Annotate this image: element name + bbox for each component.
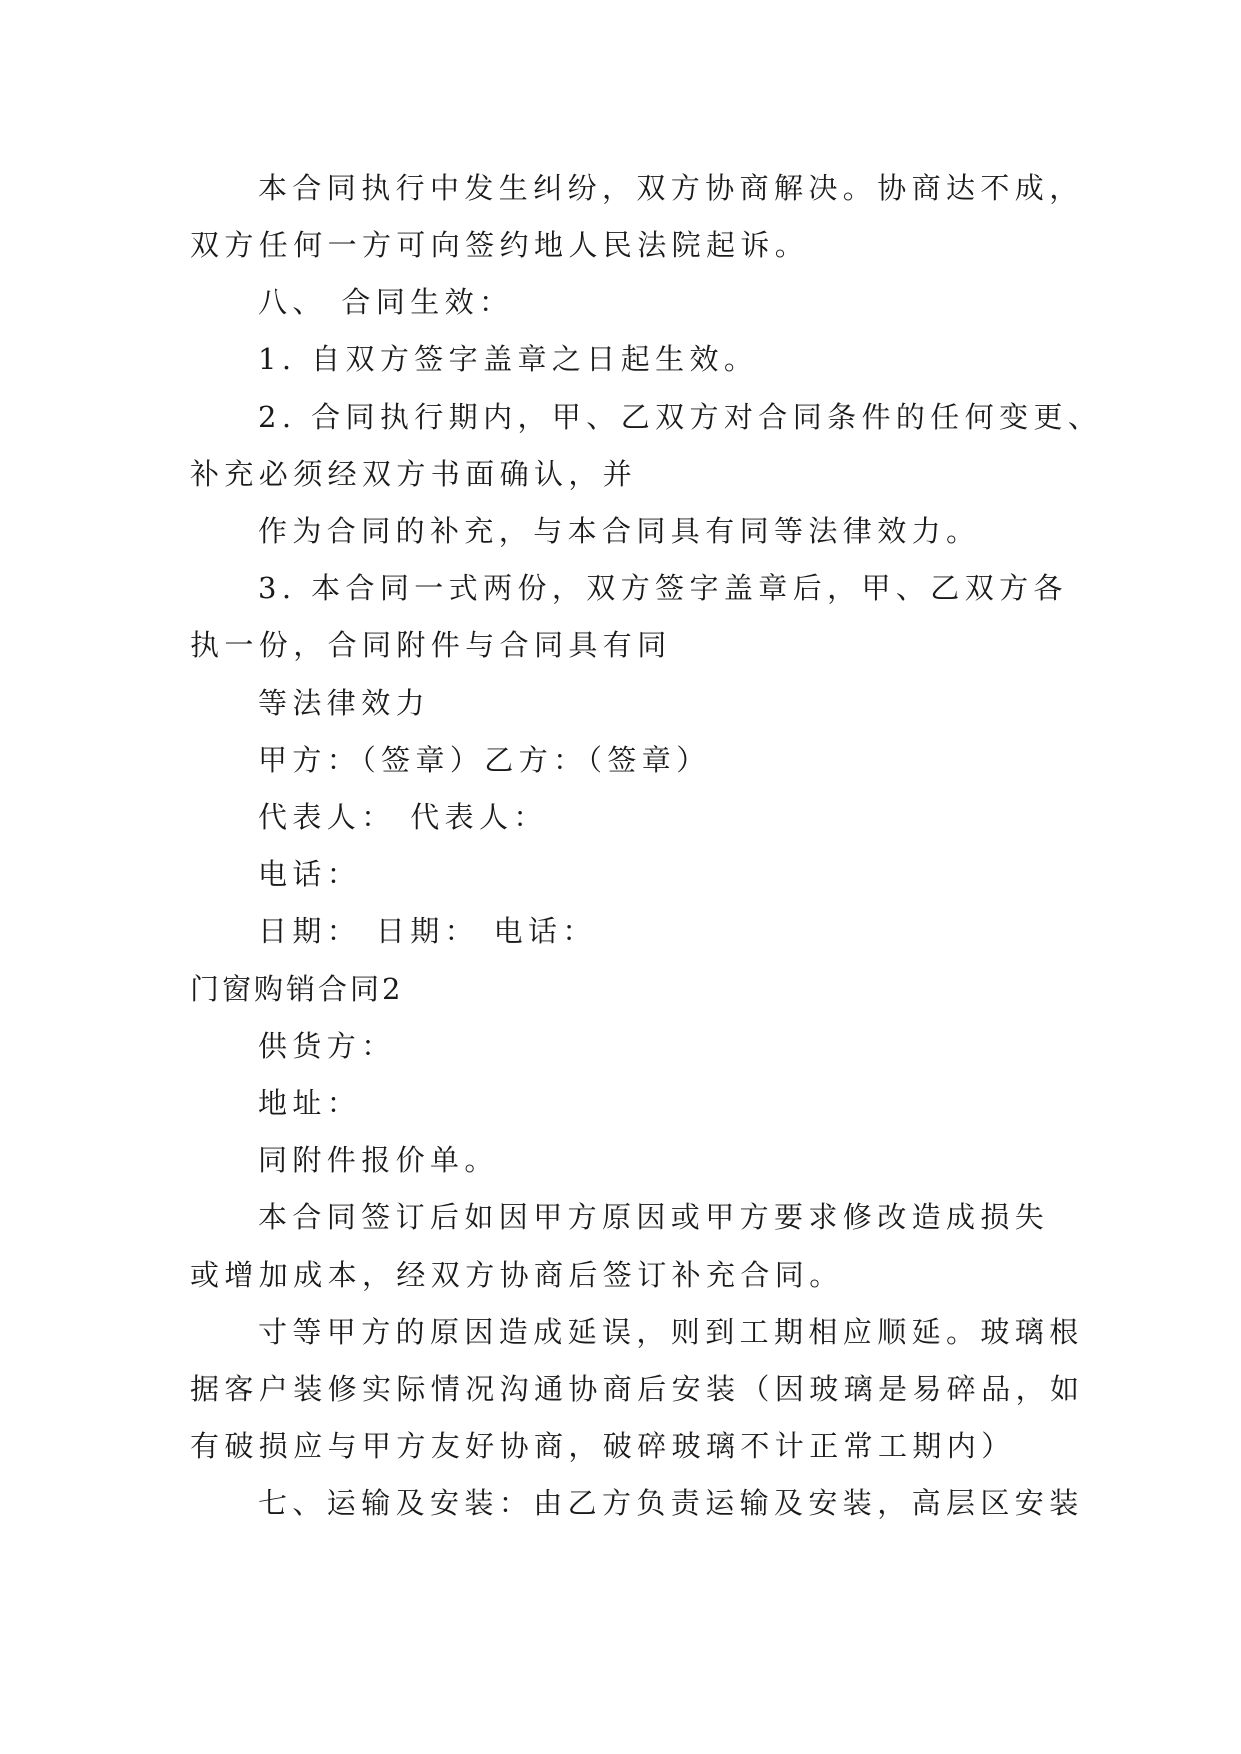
- date-line: 日期： 日期： 电话：: [258, 914, 597, 948]
- address-line: 地址：: [258, 1086, 362, 1120]
- paragraph-line: 寸等甲方的原因造成延误，则到工期相应顺延。玻璃根: [258, 1315, 1084, 1349]
- paragraph-line: 作为合同的补充，与本合同具有同等法律效力。: [258, 514, 981, 548]
- paragraph-line: 执一份，合同附件与合同具有同: [190, 628, 672, 662]
- paragraph-line: 补充必须经双方书面确认，并: [190, 457, 638, 491]
- section-heading: 七、运输及安装：由乙方负责运输及安装，高层区安装: [258, 1486, 1084, 1520]
- section-heading: 八、 合同生效：: [258, 285, 514, 319]
- signature-line: 甲方：（签章）乙方：（签章）: [258, 743, 711, 777]
- paragraph-line: 有破损应与甲方友好协商，破碎玻璃不计正常工期内）: [190, 1429, 1016, 1463]
- paragraph-line: 同附件报价单。: [258, 1143, 499, 1177]
- paragraph-line: 等法律效力: [258, 686, 431, 720]
- paragraph-line: 本合同签订后如因甲方原因或甲方要求修改造成损失: [258, 1200, 1050, 1234]
- representative-line: 代表人： 代表人：: [258, 800, 548, 834]
- supplier-line: 供货方：: [258, 1029, 396, 1063]
- paragraph-line: 本合同执行中发生纠纷，双方协商解决。协商达不成，: [258, 171, 1084, 205]
- phone-line: 电话：: [258, 857, 362, 891]
- contract-title: 门窗购销合同2: [190, 972, 404, 1006]
- paragraph-line: 或增加成本，经双方协商后签订补充合同。: [190, 1258, 844, 1292]
- paragraph-line: 双方任何一方可向签约地人民法院起诉。: [190, 228, 810, 262]
- list-item: 1. 自双方签字盖章之日起生效。: [258, 342, 759, 376]
- paragraph-line: 据客户装修实际情况沟通协商后安装（因玻璃是易碎品，如: [190, 1372, 1085, 1406]
- list-item: 2. 合同执行期内，甲、乙双方对合同条件的任何变更、: [258, 400, 1103, 434]
- list-item: 3. 本合同一式两份，双方签字盖章后，甲、乙双方各: [258, 571, 1068, 605]
